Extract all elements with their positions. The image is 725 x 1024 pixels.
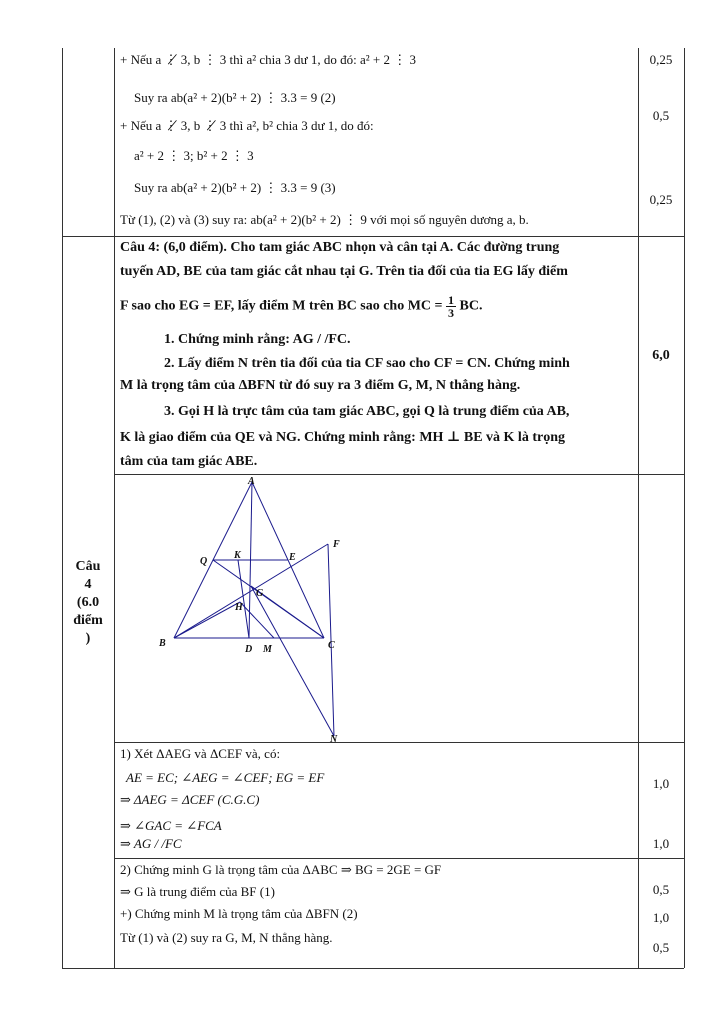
answer1-line: AE = EC; ∠AEG = ∠CEF; EG = EF [126, 770, 325, 785]
question-text-l3a: F sao cho EG = EF, lấy điểm M trên BC sao cho MC = [120, 298, 443, 314]
table-right-border [684, 48, 685, 968]
row-divider [62, 236, 684, 237]
point-label-c: C [328, 640, 335, 651]
answer1-line: ⇒ ΔAEG = ΔCEF (C.G.C) [120, 792, 260, 807]
question-label-line: 4 [84, 577, 92, 592]
question-text-line: tuyến AD, BE của tam giác cắt nhau tại G. Trên tia đối của tia EG lấy điểm [120, 264, 568, 279]
answer1-line: 1) Xét ΔAEG và ΔCEF và, có: [120, 746, 281, 761]
answer2-line: 2) Chứng minh G là trọng tâm của ΔABC ⇒ BG = 2GE = GF [120, 862, 442, 877]
table-left-border [62, 48, 63, 968]
question-text-line: M là trọng tâm của ΔBFN từ đó suy ra 3 điểm G, M, N thẳng hàng. [120, 378, 521, 393]
question-label-line: (6.0 [76, 595, 100, 610]
segment-kd [238, 560, 249, 638]
point-label-k: K [234, 550, 241, 561]
answer2-line: Từ (1) và (2) suy ra G, M, N thẳng hàng. [120, 930, 333, 945]
part1-line1: + Nếu a ⋮̸ 3, b ⋮ 3 thì a² chia 3 dư 1, do đó: a² + 2 ⋮ 3 [120, 52, 416, 67]
question-text-line: tâm của tam giác ABE. [120, 454, 258, 469]
fraction-denominator: 3 [448, 306, 455, 320]
point-label-f: F [333, 539, 340, 550]
fraction-one-third [446, 294, 456, 319]
table-bottom-border [62, 968, 684, 969]
total-score: 6,0 [652, 348, 670, 363]
question-text-l3b: BC. [459, 298, 483, 314]
table-score-divider [638, 48, 639, 968]
point-label-a: A [248, 476, 255, 487]
score: 1,0 [652, 910, 670, 925]
point-label-d: D [245, 644, 253, 655]
point-label-n: N [330, 734, 338, 742]
score: 0,5 [652, 108, 670, 123]
score: 0,5 [652, 940, 670, 955]
question-item-3: 3. Gọi H là trực tâm của tam giác ABC, gọi Q là trung điểm của AB, [164, 404, 570, 419]
segment-gn [251, 586, 334, 736]
point-label-e: E [289, 552, 296, 563]
part1-line2: Suy ra ab(a² + 2)(b² + 2) ⋮ 3.3 = 9 (2) [134, 90, 336, 105]
answer2-line: ⇒ G là trung điểm của BF (1) [120, 884, 275, 899]
part1-line3: + Nếu a ⋮̸ 3, b ⋮̸ 3 thì a², b² chia 3 dư 1, do đó: [120, 118, 374, 133]
row-divider [114, 742, 684, 743]
point-label-m: M [263, 644, 272, 655]
segment-hb [174, 602, 240, 638]
geometry-figure [114, 474, 638, 742]
part1-line5: Suy ra ab(a² + 2)(b² + 2) ⋮ 3.3 = 9 (3) [134, 180, 336, 195]
question-label-line: ) [85, 631, 91, 646]
fraction-numerator: 1 [448, 293, 455, 307]
score: 1,0 [652, 836, 670, 851]
question-item-2: 2. Lấy điểm N trên tia đối của tia CF sao cho CF = CN. Chứng minh [164, 356, 570, 371]
score: 0,5 [652, 882, 670, 897]
point-label-q: Q [200, 556, 208, 567]
score: 0,25 [649, 52, 673, 67]
score: 0,25 [649, 192, 673, 207]
point-label-b: B [159, 638, 166, 649]
question-text-line: K là giao điểm của QE và NG. Chứng minh rằng: MH ⊥ BE và K là trọng [120, 430, 565, 445]
question-label [62, 558, 114, 648]
question-label-line: điểm [73, 613, 103, 628]
question-text-line: Câu 4: (6,0 điểm). Cho tam giác ABC nhọn và cân tại A. Các đường trung [120, 240, 560, 255]
question-label-line: Câu [75, 559, 101, 574]
answer2-line: +) Chứng minh M là trọng tâm của ΔBFN (2) [120, 906, 358, 921]
score: 1,0 [652, 776, 670, 791]
question-item-1: 1. Chứng minh rằng: AG / /FC. [164, 332, 351, 347]
part1-line6: Từ (1), (2) và (3) suy ra: ab(a² + 2)(b² + 2) ⋮ 9 với mọi số nguyên dương a, b. [120, 212, 529, 227]
row-divider [114, 858, 684, 859]
question-text-line [120, 294, 482, 319]
answer1-line: ⇒ ∠GAC = ∠FCA [120, 818, 222, 833]
point-label-g: G [256, 588, 264, 599]
answer1-line: ⇒ AG / /FC [120, 836, 182, 851]
part1-line4: a² + 2 ⋮ 3; b² + 2 ⋮ 3 [134, 148, 254, 163]
point-label-h: H [235, 602, 243, 613]
